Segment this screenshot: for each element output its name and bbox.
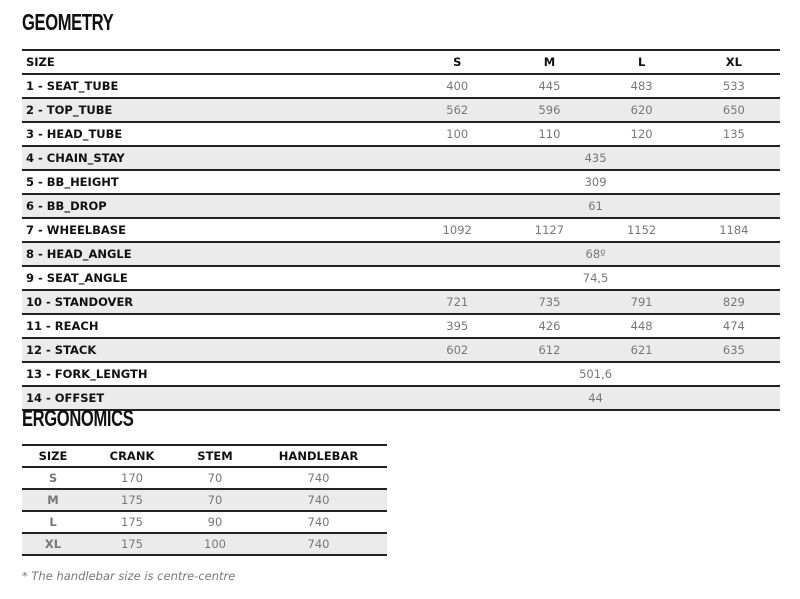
row-label: 14 - OFFSET <box>22 386 411 410</box>
table-cell: 740 <box>250 467 387 489</box>
table-cell: 650 <box>688 98 780 122</box>
table-cell: 110 <box>503 122 595 146</box>
table-cell: 309 <box>411 170 780 194</box>
table-cell: 68º <box>411 242 780 266</box>
ergonomics-header-stem: STEM <box>180 445 250 467</box>
table-cell: 791 <box>596 290 688 314</box>
table-cell: 100 <box>180 533 250 555</box>
table-cell: 175 <box>84 489 180 511</box>
table-cell: 74,5 <box>411 266 780 290</box>
row-label: 10 - STANDOVER <box>22 290 411 314</box>
geometry-header-size: SIZE <box>22 50 411 74</box>
table-row <box>22 266 780 290</box>
ergonomics-title: ERGONOMICS <box>22 405 134 431</box>
size-cell: S <box>22 467 84 489</box>
table-row <box>22 170 780 194</box>
row-label: 7 - WHEELBASE <box>22 218 411 242</box>
table-cell: 175 <box>84 533 180 555</box>
table-cell: 740 <box>250 533 387 555</box>
table-row <box>22 242 780 266</box>
table-row <box>22 338 780 362</box>
geometry-table <box>22 49 780 411</box>
table-cell: 70 <box>180 467 250 489</box>
table-cell: 596 <box>503 98 595 122</box>
table-row <box>22 489 387 511</box>
table-row <box>22 74 780 98</box>
ergonomics-header-crank: CRANK <box>84 445 180 467</box>
table-cell: 740 <box>250 511 387 533</box>
table-cell: 474 <box>688 314 780 338</box>
table-row <box>22 218 780 242</box>
row-label: 6 - BB_DROP <box>22 194 411 218</box>
handlebar-footnote: * The handlebar size is centre-centre <box>22 569 236 583</box>
table-cell: 602 <box>411 338 503 362</box>
table-cell: 621 <box>596 338 688 362</box>
row-label: 8 - HEAD_ANGLE <box>22 242 411 266</box>
table-cell: 533 <box>688 74 780 98</box>
table-cell: 1152 <box>596 218 688 242</box>
geometry-header-l: L <box>596 50 688 74</box>
row-label: 11 - REACH <box>22 314 411 338</box>
table-row <box>22 314 780 338</box>
table-cell: 1092 <box>411 218 503 242</box>
geometry-header-s: S <box>411 50 503 74</box>
row-label: 13 - FORK_LENGTH <box>22 362 411 386</box>
table-cell: 735 <box>503 290 595 314</box>
table-cell: 135 <box>688 122 780 146</box>
table-cell: 612 <box>503 338 595 362</box>
table-cell: 435 <box>411 146 780 170</box>
table-cell: 1127 <box>503 218 595 242</box>
row-label: 4 - CHAIN_STAY <box>22 146 411 170</box>
table-cell: 426 <box>503 314 595 338</box>
table-row <box>22 511 387 533</box>
table-cell: 61 <box>411 194 780 218</box>
ergonomics-header-size: SIZE <box>22 445 84 467</box>
table-cell: 175 <box>84 511 180 533</box>
table-cell: 400 <box>411 74 503 98</box>
table-row <box>22 194 780 218</box>
row-label: 3 - HEAD_TUBE <box>22 122 411 146</box>
table-cell: 120 <box>596 122 688 146</box>
row-label: 12 - STACK <box>22 338 411 362</box>
size-cell: M <box>22 489 84 511</box>
row-label: 1 - SEAT_TUBE <box>22 74 411 98</box>
ergonomics-table <box>22 444 387 556</box>
row-label: 2 - TOP_TUBE <box>22 98 411 122</box>
table-cell: 448 <box>596 314 688 338</box>
row-label: 5 - BB_HEIGHT <box>22 170 411 194</box>
table-cell: 44 <box>411 386 780 410</box>
table-cell: 70 <box>180 489 250 511</box>
table-row <box>22 122 780 146</box>
table-cell: 90 <box>180 511 250 533</box>
table-cell: 740 <box>250 489 387 511</box>
table-row <box>22 467 387 489</box>
table-cell: 501,6 <box>411 362 780 386</box>
table-cell: 620 <box>596 98 688 122</box>
size-cell: XL <box>22 533 84 555</box>
table-row <box>22 146 780 170</box>
table-row <box>22 290 780 314</box>
table-cell: 100 <box>411 122 503 146</box>
table-row <box>22 362 780 386</box>
table-cell: 1184 <box>688 218 780 242</box>
table-cell: 395 <box>411 314 503 338</box>
table-cell: 562 <box>411 98 503 122</box>
table-row <box>22 533 387 555</box>
table-cell: 829 <box>688 290 780 314</box>
size-cell: L <box>22 511 84 533</box>
table-cell: 445 <box>503 74 595 98</box>
geometry-header-xl: XL <box>688 50 780 74</box>
ergonomics-header-handlebar: HANDLEBAR <box>250 445 387 467</box>
table-row <box>22 386 780 410</box>
table-cell: 635 <box>688 338 780 362</box>
row-label: 9 - SEAT_ANGLE <box>22 266 411 290</box>
table-cell: 170 <box>84 467 180 489</box>
geometry-title: GEOMETRY <box>22 9 114 35</box>
table-cell: 721 <box>411 290 503 314</box>
table-cell: 483 <box>596 74 688 98</box>
geometry-header-m: M <box>503 50 595 74</box>
table-row <box>22 98 780 122</box>
ergonomics-header-row <box>22 445 387 467</box>
geometry-header-row <box>22 50 780 74</box>
